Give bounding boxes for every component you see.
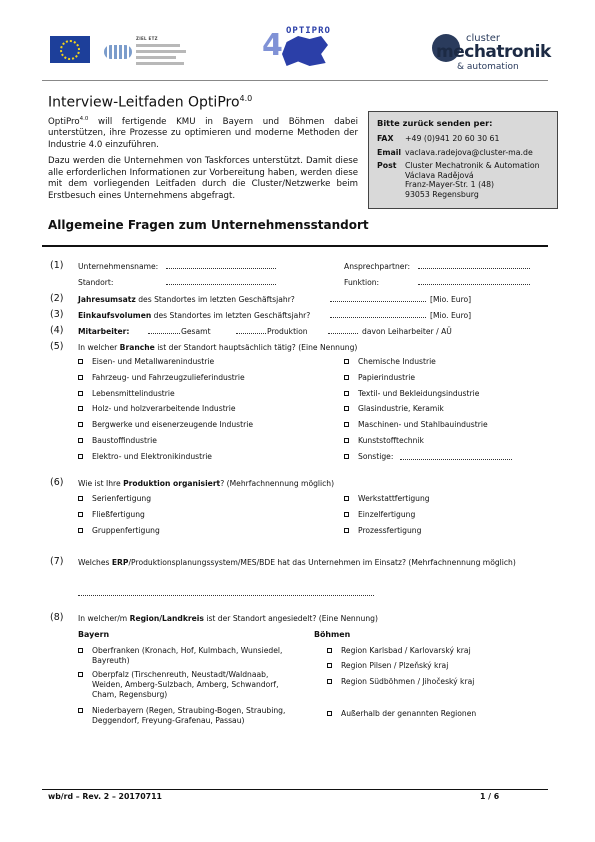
address-line: 93053 Regensburg [405,189,479,199]
post-address [405,161,549,199]
logo-line [136,44,180,47]
logo-line [136,56,176,59]
question-number: (3) [50,309,64,320]
employees-label: Mitarbeiter: [78,327,130,336]
production-option[interactable]: Fließfertigung [78,510,145,520]
employees-production-label: Produktion [267,327,308,336]
contact-person-label: Ansprechpartner: [344,262,411,271]
industry-option[interactable]: Papierindustrie [344,373,415,383]
page-number: 1 / 6 [480,792,500,801]
checkbox[interactable] [327,663,332,668]
location-label: Standort: [78,278,114,287]
industry-question: In welcher Branche ist der Standort hauptsächlich tätig? (Eine Nennung) [78,343,358,352]
function-label: Funktion: [344,278,380,287]
intro-paragraph-2: Dazu werden die Unternehmen von Taskforces unterstützt. Damit diese alle erforderlichen Informationen zur Vorbereitung haben, werden diese mit dem vorliegenden Leitfaden durch die Cluster/Netzwerke beim Erstbesuch eines Unternehmens abgefragt. [48,156,358,201]
header-divider [42,80,548,81]
industry-option[interactable]: Lebensmittelindustrie [78,389,175,399]
checkbox[interactable] [327,679,332,684]
region-option[interactable]: Region Karlsbad / Karlovarský kraj [327,646,471,656]
email-value[interactable]: vaclava.radejova@cluster-ma.de [405,147,533,157]
checkbox[interactable] [78,496,83,501]
cooperation-logo-title: ZIEL ETZ [136,36,158,41]
checkbox[interactable] [78,422,83,427]
industry-option[interactable]: Maschinen- und Stahlbauindustrie [344,420,488,430]
section-title: Allgemeine Fragen zum Unternehmensstandort [48,218,369,232]
erp-field[interactable] [78,588,374,596]
logo-line [136,50,186,53]
checkbox[interactable] [78,391,83,396]
cluster-logo-text: cluster [466,33,501,44]
region-option[interactable]: Niederbayern (Regen, Straubing-Bogen, Straubing, Deggendorf, Freyung-Grafenau, Passau) [78,706,288,726]
industry-option[interactable]: Bergwerke und eisenerzeugende Industrie [78,420,253,430]
industry-other-field[interactable] [400,452,512,460]
region-option[interactable]: Oberfranken (Kronach, Hof, Kulmbach, Wunsiedel, Bayreuth) [78,646,288,666]
region-question: In welcher/m Region/Landkreis ist der Standort angesiedelt? (Eine Nennung) [78,614,378,623]
revenue-field[interactable] [330,294,426,302]
checkbox[interactable] [344,528,349,533]
post-label: Post [377,161,397,171]
checkbox[interactable] [327,711,332,716]
production-option[interactable]: Serienfertigung [78,494,151,504]
employees-temp-label: davon Leiharbeiter / AÜ [362,327,452,336]
industry-option[interactable]: Textil- und Bekleidungsindustrie [344,389,479,399]
industry-option[interactable]: Eisen- und Metallwarenindustrie [78,357,214,367]
region-option[interactable]: Region Südböhmen / Jihočeský kraj [327,677,474,687]
employees-total-field[interactable] [148,326,180,334]
optipro-map-icon [282,36,328,66]
cooperation-program-logo [104,45,132,59]
region-option[interactable]: Oberpfalz (Tirschenreuth, Neustadt/Waldnaab, Weiden, Amberg-Sulzbach, Amberg, Schwandorf, Cham, Regensburg) [78,670,288,700]
revision-info: wb/rd – Rev. 2 – 20170711 [48,792,162,801]
checkbox[interactable] [78,438,83,443]
employees-temp-field[interactable] [328,326,358,334]
eu-flag-logo [50,36,90,63]
checkbox[interactable] [344,496,349,501]
footer-divider [42,789,548,790]
eu-stars-icon [60,40,80,60]
region-option[interactable]: Außerhalb der genannten Regionen [327,709,476,719]
region-option[interactable]: Region Pilsen / Plzeňský kraj [327,661,448,671]
intro-paragraph-1: OptiPro$^{4.0}$ will fertigende KMU in Bayern und Böhmen dabei unterstützen, ihre Prozesse zu optimieren und moderne Methoden der Industrie 4.0 einzuführen. [48,116,358,150]
checkbox[interactable] [78,375,83,380]
production-option[interactable]: Einzelfertigung [344,510,415,520]
erp-question: Welches ERP/Produktionsplanungssystem/MES/BDE hat das Unternehmen im Einsatz? (Mehrfachnennung möglich) [78,558,516,567]
question-number: (1) [50,260,64,271]
industry-option[interactable]: Fahrzeug- und Fahrzeugzulieferindustrie [78,373,245,383]
contact-heading: Bitte zurück senden per: [377,118,493,128]
purchase-volume-unit: [Mio. Euro] [430,311,472,320]
optipro-logo-digit: 4 [262,28,283,63]
production-option[interactable]: Prozessfertigung [344,526,421,536]
question-number: (7) [50,556,64,567]
checkbox[interactable] [344,375,349,380]
fax-label: FAX [377,134,394,143]
checkbox[interactable] [344,391,349,396]
checkbox[interactable] [344,406,349,411]
industry-option[interactable]: Baustoffindustrie [78,436,157,446]
production-question: Wie ist Ihre Produktion organisiert? (Mehrfachnennung möglich) [78,479,335,488]
checkbox[interactable] [78,708,83,713]
contact-box [368,111,558,209]
industry-option[interactable]: Elektro- und Elektronikindustrie [78,452,212,462]
checkbox[interactable] [78,512,83,517]
document-title: Interview-Leitfaden OptiPro$^{4.0}$ [48,94,253,111]
industry-option[interactable]: Chemische Industrie [344,357,436,367]
question-number: (2) [50,293,64,304]
function-field[interactable] [418,277,530,285]
address-line: Václava Radějová [405,170,474,180]
checkbox[interactable] [78,454,83,459]
purchase-volume-question: Einkaufsvolumen des Standortes im letzten Geschäftsjahr? [78,311,311,320]
checkbox[interactable] [78,406,83,411]
question-number: (8) [50,612,64,623]
industry-option[interactable]: Holz- und holzverarbeitende Industrie [78,404,236,414]
checkbox[interactable] [78,648,83,653]
checkbox[interactable] [344,454,349,459]
checkbox[interactable] [344,422,349,427]
company-name-field[interactable] [166,261,276,269]
employees-production-field[interactable] [236,326,266,334]
purchase-volume-field[interactable] [330,310,426,318]
checkbox[interactable] [78,528,83,533]
question-number: (6) [50,477,64,488]
production-option[interactable]: Gruppenfertigung [78,526,160,536]
production-option[interactable]: Werkstattfertigung [344,494,430,504]
industry-option[interactable]: Kunststofftechnik [344,436,424,446]
optipro-logo-text: OPTIPRO [286,26,331,36]
industry-option-other[interactable]: Sonstige: [344,452,393,462]
fax-value: +49 (0)941 20 60 30 61 [405,134,500,143]
employees-total-label: Gesamt [181,327,211,336]
question-number: (4) [50,325,64,336]
question-number: (5) [50,341,64,352]
checkbox[interactable] [344,438,349,443]
bavaria-heading: Bayern [78,630,110,639]
section-divider [42,245,548,247]
checkbox[interactable] [78,672,83,677]
email-label: Email [377,147,402,157]
checkbox[interactable] [78,359,83,364]
logo-line [136,62,184,65]
bohemia-heading: Böhmen [314,630,351,639]
revenue-question: Jahresumsatz des Standortes im letzten Geschäftsjahr? [78,295,295,304]
location-field[interactable] [166,277,276,285]
checkbox[interactable] [344,359,349,364]
address-line: Cluster Mechatronik & Automation [405,161,540,171]
revenue-unit: [Mio. Euro] [430,295,472,304]
contact-person-field[interactable] [418,261,530,269]
address-line: Franz-Mayer-Str. 1 (48) [405,180,495,190]
checkbox[interactable] [327,648,332,653]
automation-logo-text: & automation [457,62,519,72]
industry-option[interactable]: Glasindustrie, Keramik [344,404,444,414]
mechatronik-logo-text: mechatronik [436,42,551,62]
checkbox[interactable] [344,512,349,517]
company-name-label: Unternehmensname: [78,262,159,271]
